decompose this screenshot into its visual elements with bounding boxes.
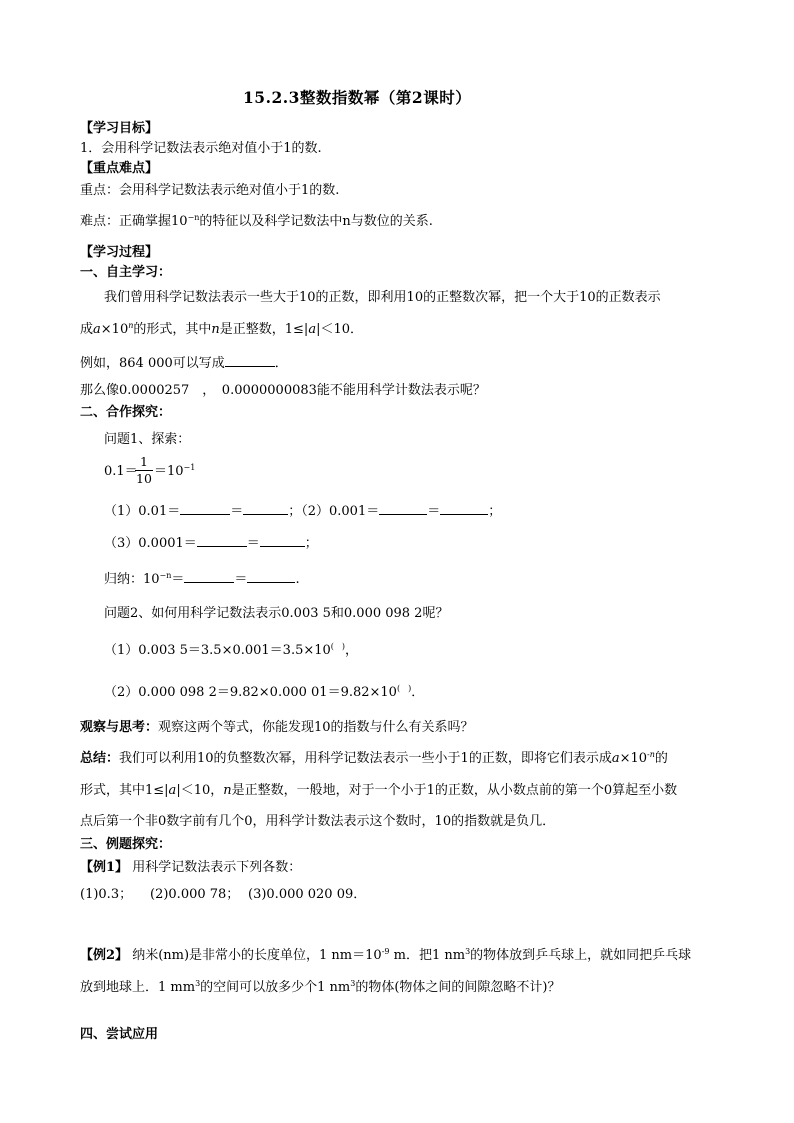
answer-blank [243,502,288,515]
fraction-formula-lhs: 0.1＝ [104,464,138,479]
fraction-one-tenth: 1 10 [136,454,152,486]
section-heading-cooperate: 二、合作探究： [80,405,172,420]
answer-blank [197,534,247,547]
example-2-line-2: 放到地球上．1 $mm^3$的空间可以放多少个1 $nm^3$的物体(物体之间的间隙忽略不计)？ [80,979,561,995]
section-heading-goal: 【学习目标】 [80,121,159,136]
summary-line-2: 形式，其中1≤|a|＜10，n是正整数，一般地，对于一个小于1的正数，从小数点前的第一个0算起至小数 [80,783,678,798]
section-heading-self-study: 一、自主学习： [80,265,172,280]
section-heading-key: 【重点难点】 [80,161,159,176]
self-study-example: 例如，864 000可以写成 ． [80,356,288,371]
answer-blank [260,534,305,547]
problem-2: 问题2、如何用科学记数法表示0.003 5和0.000 098 2呢？ [104,606,449,621]
self-study-question: 那么像0.0000257 ， 0.0000000083能不能用科学计数法表示呢？ [80,383,486,398]
summary-line-3: 点后第一个非0数字前有几个0，用科学计数法表示这个数时，10的指数就是负几． [80,814,556,829]
exercise-line-3: （3）0.0001＝ ＝ ； [104,536,318,551]
equation-1: （1）0.003 5＝3.5×0.001＝3.5×10( )， [104,642,359,658]
answer-blank [379,502,427,515]
answer-blank [184,570,234,583]
answer-blank [225,354,275,367]
goal-text: 1．会用科学记数法表示绝对值小于1的数. [80,141,322,156]
equation-2: （2）0.000 098 2＝9.82×0.000 01＝9.82×10( )． [104,684,425,700]
self-study-paragraph-2: 成$a\times 10^n$的形式，其中n是正整数，1≤|a|＜10． [80,321,364,337]
example-1-item-3: (3)0.000 020 09． [248,887,367,902]
fraction-formula-rhs: $=10^{-1}$ [154,463,196,479]
example-2-line-1: 【例2】 纳米(nm)是非常小的长度单位，1 $nm=10^{-9}$ m．把1 $nm^3$的物体放到乒乓球上，就如同把乒乓球 [80,947,692,963]
key-point: 重点：会用科学记数法表示绝对值小于1的数. [80,183,340,198]
observe-line: 观察与思考：观察这两个等式，你能发现10的指数与什么有关系吗？ [80,720,474,735]
example-1-item-2: (2)0.000 78； [150,887,240,902]
page-title: 15.2.3整数指数幂（第2课时） [243,88,472,107]
section-heading-examples: 三、例题探究： [80,837,172,852]
example-1: 【例1】 用科学记数法表示下列各数： [80,860,302,875]
induction-line: 归纳：$10^{-n}=$ ＝ . [104,571,300,587]
example-1-item-1: (1)0.3； [80,887,133,902]
answer-blank [180,502,230,515]
section-heading-process: 【学习过程】 [80,245,159,260]
problem-1-label: 问题1、探索： [104,432,191,447]
summary-line-1: 总结：我们可以利用10的负整数次幂，用科学记数法表示一些小于1的正数，即将它们表示成$a\times 10^{-n}$的 [80,750,668,766]
answer-blank [247,570,295,583]
answer-blank [440,502,488,515]
key-difficulty: 难点：正确掌握$10^{-n}$的特征以及科学记数法中n与数位的关系. [80,213,433,229]
exercise-line-1: （1）0.01＝ ＝ ；（2）0.001＝ ＝ ； [104,504,502,519]
section-heading-try: 四、尝试应用 [80,1027,159,1042]
self-study-paragraph-1: 我们曾用科学记数法表示一些大于10的正数，即利用10的正整数次幂，把一个大于10的正数表示 [104,290,661,305]
